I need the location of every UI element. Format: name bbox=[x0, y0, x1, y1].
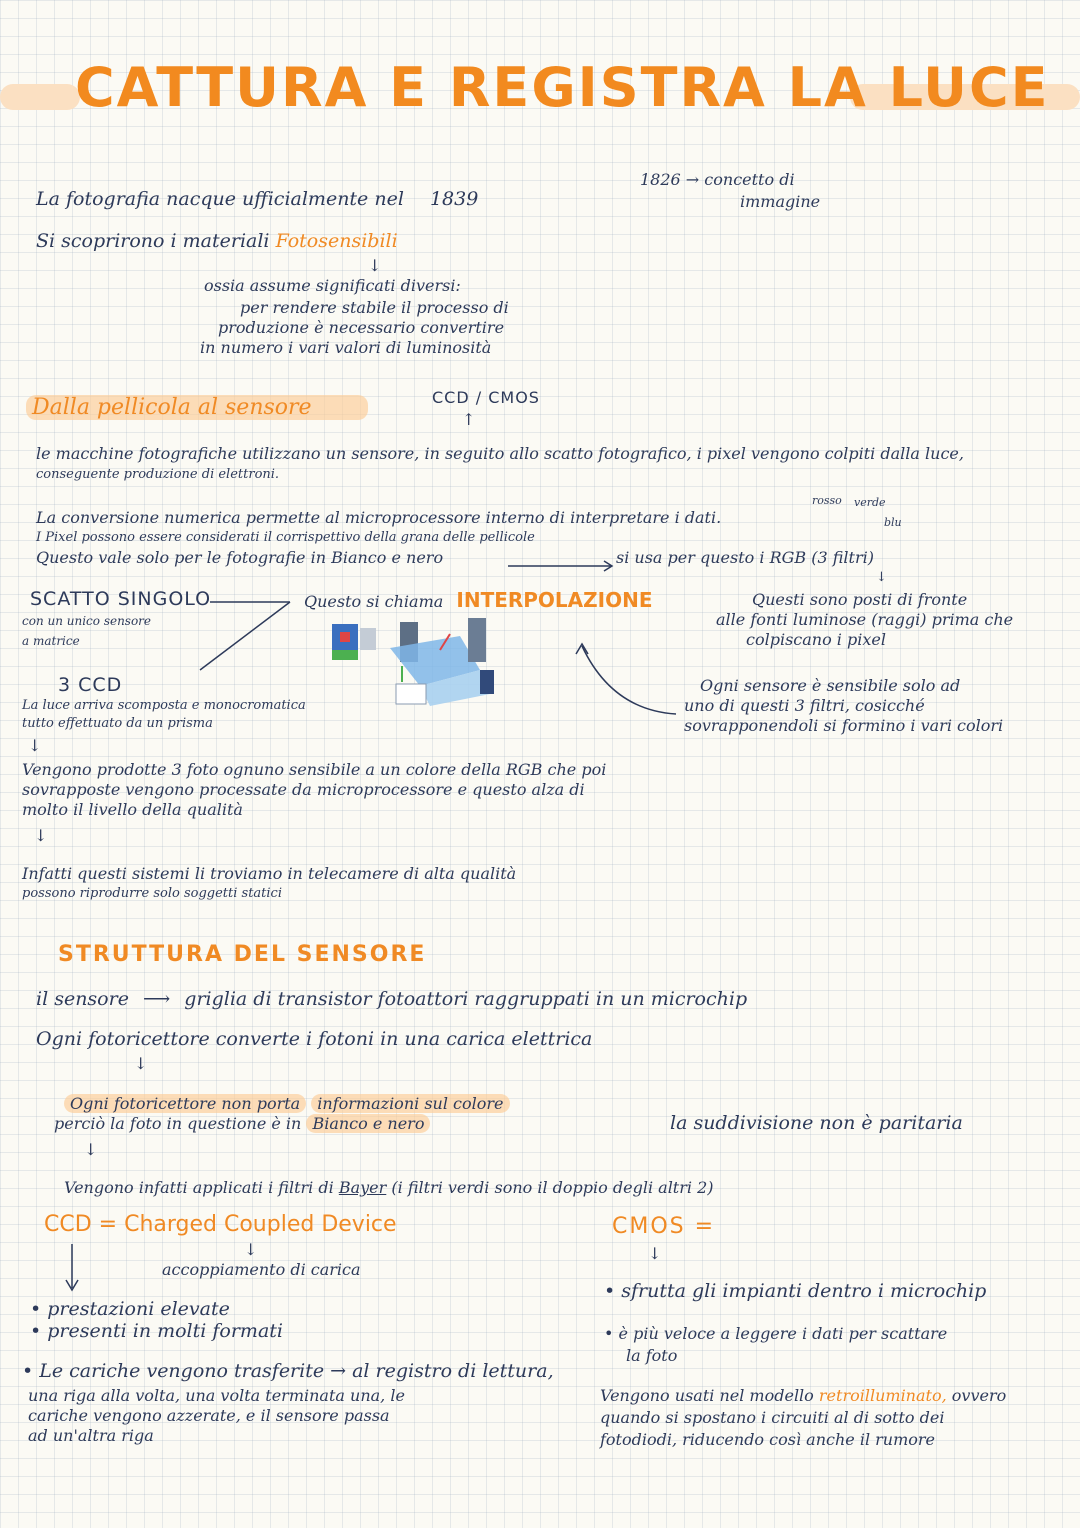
three-ccd-label: 3 CCD bbox=[58, 674, 123, 696]
bayer-keyword: Bayer bbox=[338, 1178, 387, 1197]
ccd-bullet-3-text: Le cariche vengono trasferite → al registro di lettura, bbox=[39, 1360, 554, 1382]
rosso-label: rosso bbox=[812, 494, 842, 507]
intro-line-1 bbox=[36, 188, 478, 210]
intro-line-2 bbox=[36, 230, 398, 252]
ccd-bullet-2-text: presenti in molti formati bbox=[47, 1320, 283, 1342]
ccd-cmos-label: CCD / CMOS bbox=[432, 388, 540, 407]
sensor-line-2: Ogni fotoricettore converte i fotoni in una carica elettrica bbox=[36, 1028, 593, 1050]
interpolation-line bbox=[304, 588, 653, 612]
sensor-arrow: ⟶ bbox=[143, 988, 171, 1010]
filters-note-1: Questi sono posti di fronte bbox=[752, 590, 968, 609]
ccd-heading: CCD = Charged Coupled Device bbox=[44, 1212, 397, 1237]
date-note-1: 1826 → concetto di bbox=[640, 170, 795, 189]
title-underline-left bbox=[0, 84, 80, 110]
cmos-heading: CMOS = bbox=[612, 1214, 716, 1239]
cmos-retro-highlight: retroilluminato, bbox=[818, 1386, 947, 1405]
cmos-bullet-1-text: sfrutta gli impianti dentro i microchip bbox=[621, 1280, 987, 1302]
prism-illustration bbox=[330, 614, 510, 714]
curved-arrow bbox=[572, 640, 682, 720]
intro-arrow: ↓ bbox=[368, 256, 382, 275]
sensor-definition: griglia di transistor fotoattori raggruppati in un microchip bbox=[184, 988, 748, 1010]
p1-line-1: le macchine fotografiche utilizzano un sensore, in seguito allo scatto fotografico, i pixel vengono colpiti dalla luce, bbox=[36, 444, 964, 463]
single-shot-lines bbox=[200, 590, 310, 676]
p2-line-2: I Pixel possono essere considerati il corrispettivo della grana delle pellicole bbox=[36, 530, 535, 545]
three-ccd-sub-2: tutto effettuato da un prisma bbox=[22, 716, 213, 731]
sensor-line-1 bbox=[36, 988, 747, 1010]
sensor-line-3-arrow: ↓ bbox=[84, 1140, 98, 1159]
filters-note-6: sovrapponendoli si formino i vari colori bbox=[684, 716, 1004, 735]
intro-line2-text: Si scoprirono i materiali bbox=[36, 230, 270, 252]
bw-highlight: Bianco e nero bbox=[306, 1114, 430, 1133]
filters-note-5: uno di questi 3 filtri, cosicché bbox=[684, 696, 925, 715]
page-title: CATTURA E REGISTRA LA LUCE bbox=[75, 56, 1050, 119]
color-info-highlight: informazioni sul colore bbox=[311, 1094, 509, 1113]
ccd-bullet-2: • presenti in molti formati bbox=[30, 1320, 283, 1342]
ccd-bullet-3-line-4: ad un'altra riga bbox=[28, 1426, 154, 1445]
photosensitive-highlight: Fotosensibili bbox=[275, 230, 398, 252]
sensor-line-3a bbox=[64, 1094, 510, 1113]
p3-line-3: molto il livello della qualità bbox=[22, 800, 243, 819]
ccd-heading-arrow: ↓ bbox=[244, 1240, 258, 1259]
ccd-bullet-3-line-3: cariche vengono azzerate, e il sensore passa bbox=[28, 1406, 390, 1425]
ccd-bullet-1: • prestazioni elevate bbox=[30, 1298, 230, 1320]
partition-note: la suddivisione non è paritaria bbox=[670, 1112, 963, 1134]
sensor-line-3b bbox=[54, 1114, 430, 1133]
sensor-line-2-arrow: ↓ bbox=[134, 1054, 148, 1073]
ccd-sub: accoppiamento di carica bbox=[162, 1260, 361, 1279]
p4-line-2: possono riprodurre solo soggetti statici bbox=[22, 886, 282, 901]
bw-text: perciò la foto in questione è in bbox=[54, 1114, 302, 1133]
intro-year: 1839 bbox=[429, 188, 479, 210]
date-note-2: immagine bbox=[740, 192, 821, 211]
rgb-arrow bbox=[508, 560, 618, 572]
cmos-bullet-2: • è più veloce a leggere i dati per scattare bbox=[604, 1324, 948, 1343]
cmos-para-line-3: fotodiodi, riducendo così anche il rumore bbox=[600, 1430, 936, 1449]
intro-sub-2: per rendere stabile il processo di bbox=[240, 298, 509, 317]
filters-note-2: alle fonti luminose (raggi) prima che bbox=[716, 610, 1014, 629]
intro-sub-4: in numero i vari valori di luminosità bbox=[200, 338, 492, 357]
interpolation-prefix: Questo si chiama bbox=[304, 592, 444, 611]
blu-label: blu bbox=[884, 516, 902, 529]
intro-sub-3: produzione è necessario convertire bbox=[218, 318, 505, 337]
p3-line-2: sovrapposte vengono processate da microprocessore e questo alza di bbox=[22, 780, 585, 799]
cmos-para-text-c: ovvero bbox=[951, 1386, 1007, 1405]
intro-sub-1: ossia assume significati diversi: bbox=[204, 276, 461, 295]
ccd-down-arrow bbox=[62, 1244, 82, 1294]
cmos-para-line-2: quando si spostano i circuiti al di sotto dei bbox=[600, 1408, 945, 1427]
ccd-bullet-3-line-2: una riga alla volta, una volta terminata una, le bbox=[28, 1386, 405, 1405]
three-ccd-arrow: ↓ bbox=[28, 736, 42, 755]
cmos-bullet-2-text: è più veloce a leggere i dati per scattare bbox=[618, 1324, 948, 1343]
p3-line-1: Vengono prodotte 3 foto ognuno sensibile a un colore della RGB che poi bbox=[22, 760, 607, 779]
cmos-heading-arrow: ↓ bbox=[648, 1244, 662, 1263]
p1-line-2: conseguente produzione di elettroni. bbox=[36, 467, 280, 482]
rgb-note: si usa per questo i RGB (3 filtri) bbox=[616, 548, 874, 567]
cmos-bullet-1: • sfrutta gli impianti dentro i microchip bbox=[604, 1280, 987, 1302]
cmos-para-text-a: Vengono usati nel modello bbox=[600, 1386, 814, 1405]
sensor-label: il sensore bbox=[36, 988, 129, 1010]
p3-arrow: ↓ bbox=[34, 826, 48, 845]
section-heading-film-to-sensor: Dalla pellicola al sensore bbox=[26, 395, 368, 420]
filters-note-4: Ogni sensore è sensibile solo ad bbox=[700, 676, 961, 695]
single-shot-sub-2: a matrice bbox=[22, 634, 80, 648]
ccd-cmos-arrow: ↑ bbox=[462, 410, 476, 429]
interpolation-keyword: INTERPOLAZIONE bbox=[456, 588, 653, 612]
cmos-para-line-1 bbox=[600, 1386, 1006, 1405]
single-shot-label: SCATTO SINGOLO bbox=[30, 588, 212, 610]
filters-note-3: colpiscano i pixel bbox=[746, 630, 886, 649]
bayer-prefix: Vengono infatti applicati i filtri di bbox=[64, 1178, 334, 1197]
verde-label: verde bbox=[854, 496, 886, 509]
three-ccd-sub-1: La luce arriva scomposta e monocromatica bbox=[22, 698, 306, 713]
bayer-line bbox=[64, 1178, 714, 1197]
section-heading-sensor-structure: STRUTTURA DEL SENSORE bbox=[58, 942, 427, 967]
ccd-bullet-1-text: prestazioni elevate bbox=[47, 1298, 230, 1320]
ccd-bullet-3-line-1: • Le cariche vengono trasferite → al registro di lettura, bbox=[22, 1360, 554, 1382]
p4-line-1: Infatti questi sistemi li troviamo in telecamere di alta qualità bbox=[22, 864, 517, 883]
single-shot-sub-1: con un unico sensore bbox=[22, 614, 152, 628]
p2-line-1: La conversione numerica permette al microprocessore interno di interpretare i dati. bbox=[36, 508, 722, 527]
color-info-text: Ogni fotoricettore non porta bbox=[64, 1094, 306, 1113]
p2-line-3: Questo vale solo per le fotografie in Bianco e nero bbox=[36, 548, 444, 567]
filters-arrow: ↓ bbox=[876, 570, 887, 585]
intro-text: La fotografia nacque ufficialmente nel bbox=[36, 188, 404, 210]
cmos-bullet-2-line-2: la foto bbox=[626, 1346, 678, 1365]
bayer-suffix: (i filtri verdi sono il doppio degli altri 2) bbox=[391, 1178, 714, 1197]
